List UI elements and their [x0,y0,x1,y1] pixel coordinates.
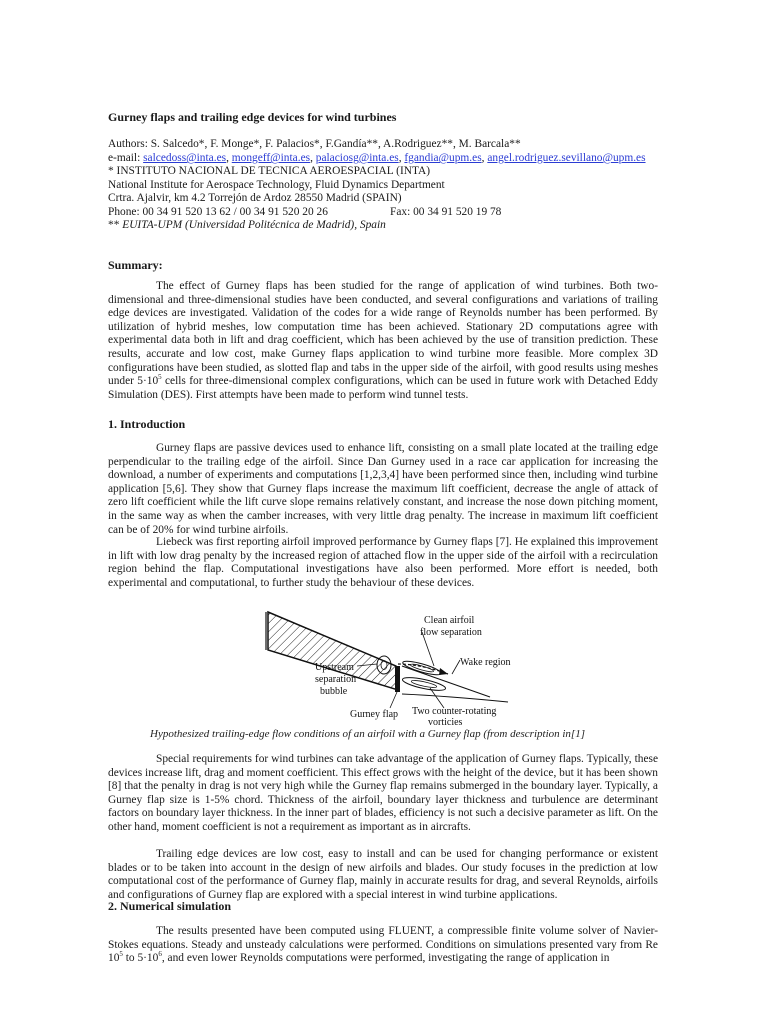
email-link[interactable]: salcedoss@inta.es [143,152,227,164]
label-flow-separation: flow separation [420,627,482,638]
gurney-flap-figure [262,604,522,728]
label-counter-rotating: Two counter-rotating [412,706,497,717]
intro-paragraph-3: Special requirements for wind turbines can take advantage of the application of Gurney flaps. Typically, these devices increase lift, drag and moment coefficient. This effect grows with the height of the device, but it has been shown [8] that the penalty in drag is not very high while the Gurney flap remains submerged in the boundary layer. Typically, a Gurney flap size is 1-5% chord. Thickness of the airfoil, boundary layer thickness and turbulence are determinant factors on boundary layer thickness. In the inner part of blades, efficiency is not such a decisive parameter as lift. On the other hand, moment coefficient is not a requirement as important as in aircrafts. [108,753,658,833]
intro-paragraph-1: Gurney flaps are passive devices used to enhance lift, consisting on a small plate located at the trailing edge perpendicular to the trailing edge of the airfoil. Since Dan Gurney used in a race car application for increasing the download, a number of experiments and computations [1,2,3,4] have been performed since then, including wind turbine application [5,6]. They show that Gurney flaps increase the maximum lift coefficient, decrease the angle of attack of zero lift coefficient while the lift curve slope remains relatively constant, and increase the nose down pitching moment, in the same way as when the camber increases, with very little drag penalty. The increase in maximum lift coefficient can be of 20% for wind turbine airfoils. [108,442,658,536]
affiliation-address: Crtra. Ajalvir, km 4.2 Torrejón de Ardoz 28550 Madrid (SPAIN) [108,192,402,204]
numsim-paragraph: The results presented have been computed using FLUENT, a compressible finite volume solver of Navier-Stokes equations. Steady and unsteady calculations were performed. Conditions on simulations presented vary from Re $10^5$ to $5\cdot 10^6$, and even lower Reynolds computations were performed, investigating the range of application in [108,925,658,965]
authors-line: Authors: S. Salcedo*, F. Monge*, F. Palacios*, F.Gandía**, A.Rodriguez**, M. Barcala** [108,138,521,150]
lower-vortex [402,675,447,693]
email-link[interactable]: fgandia@upm.es [404,152,482,164]
affiliation-euita-name: EUITA-UPM (Universidad Politécnica de Madrid), Spain [122,219,386,231]
numerical-simulation-heading: 2. Numerical simulation [108,899,231,913]
phone-text: Phone: 00 34 91 520 13 62 / 00 34 91 520 20 26 [108,206,328,218]
label-gurney-flap: Gurney flap [350,709,399,720]
affiliation-euita [108,218,386,232]
summary-heading: Summary: [108,258,163,272]
contact-line [108,205,628,219]
intro-paragraph-4: Trailing edge devices are low cost, easy to install and can be used for changing performance or existent blades or to be taken into account in the design of new airfoils and blades. Our study focuses in the prediction at low computational cost of the performance of Gurney flap, mainly in accurate results for drag, and several Reynolds, airfoils and configurations of Gurney flap are explored with a special interest in wind turbine applications. [108,848,658,901]
email-link[interactable]: angel.rodriguez.sevillano@upm.es [487,152,646,164]
label-separation: separation [315,674,357,685]
email-label: e-mail: [108,152,141,164]
label-wake-region: Wake region [460,657,511,668]
email-link[interactable]: palaciosg@inta.es [315,152,399,164]
email-link[interactable]: mongeff@inta.es [231,152,311,164]
affiliation-marker: ** [108,219,120,231]
label-vorticies: vorticies [428,717,463,728]
affiliation-dept: National Institute for Aerospace Technology, Fluid Dynamics Department [108,179,445,191]
summary-paragraph: The effect of Gurney flaps has been studied for the range of application of wind turbines. Both two-dimensional and three-dimensional studies have been conducted, and several configurations and variations of trailing edge devices are investigated. Validation of the codes for a wide range of Reynolds number has been performed. By utilization of hybrid meshes, low computation time has been achieved. Stationary 2D computations agree with experimental data both in lift and drag coefficient, which has been achieved by the use of transition prediction. These results, accurate and low cost, make Gurney flaps application to wind turbine more feasible. More complex 3D configurations have been studied, as slotted flap and tabs in the upper side of the airfoil, with good results using meshes under $5\cdot 10^5$ cells for three-dimensional complex configurations, which can be used in future work with Detached Eddy Simulation (DES). First attempts have been made to perform wind tunnel tests. [108,280,658,401]
introduction-heading: 1. Introduction [108,417,186,431]
label-upstream: Upstream [315,662,354,673]
gurney-flap-plate [395,666,400,692]
label-clean-airfoil: Clean airfoil [424,615,475,626]
fax-text: Fax: 00 34 91 520 19 78 [390,206,502,218]
affiliation-inta: * INSTITUTO NACIONAL DE TECNICA AEROESPACIAL (INTA) [108,165,431,177]
intro-paragraph-2: Liebeck was first reporting airfoil improved performance by Gurney flaps [7]. He explained this improvement in lift with low drag penalty by the increased region of attached flow in the upper side of the airfoil with a recirculation region behind the flap. Computational investigations have also been performed. More effort is needed, both experimental and computational, to further study the behaviour of these devices. [108,536,658,589]
label-bubble: bubble [320,686,348,697]
figure-caption: Hypothesized trailing-edge flow conditions of an airfoil with a Gurney flap (from description in[1] [150,728,585,740]
paper-title: Gurney flaps and trailing edge devices for wind turbines [108,110,397,124]
email-line: e-mail: salcedoss@inta.es, mongeff@inta.es, palaciosg@inta.es, fgandia@upm.es, angel.rodriguez.sevillano@upm.es [108,152,646,164]
